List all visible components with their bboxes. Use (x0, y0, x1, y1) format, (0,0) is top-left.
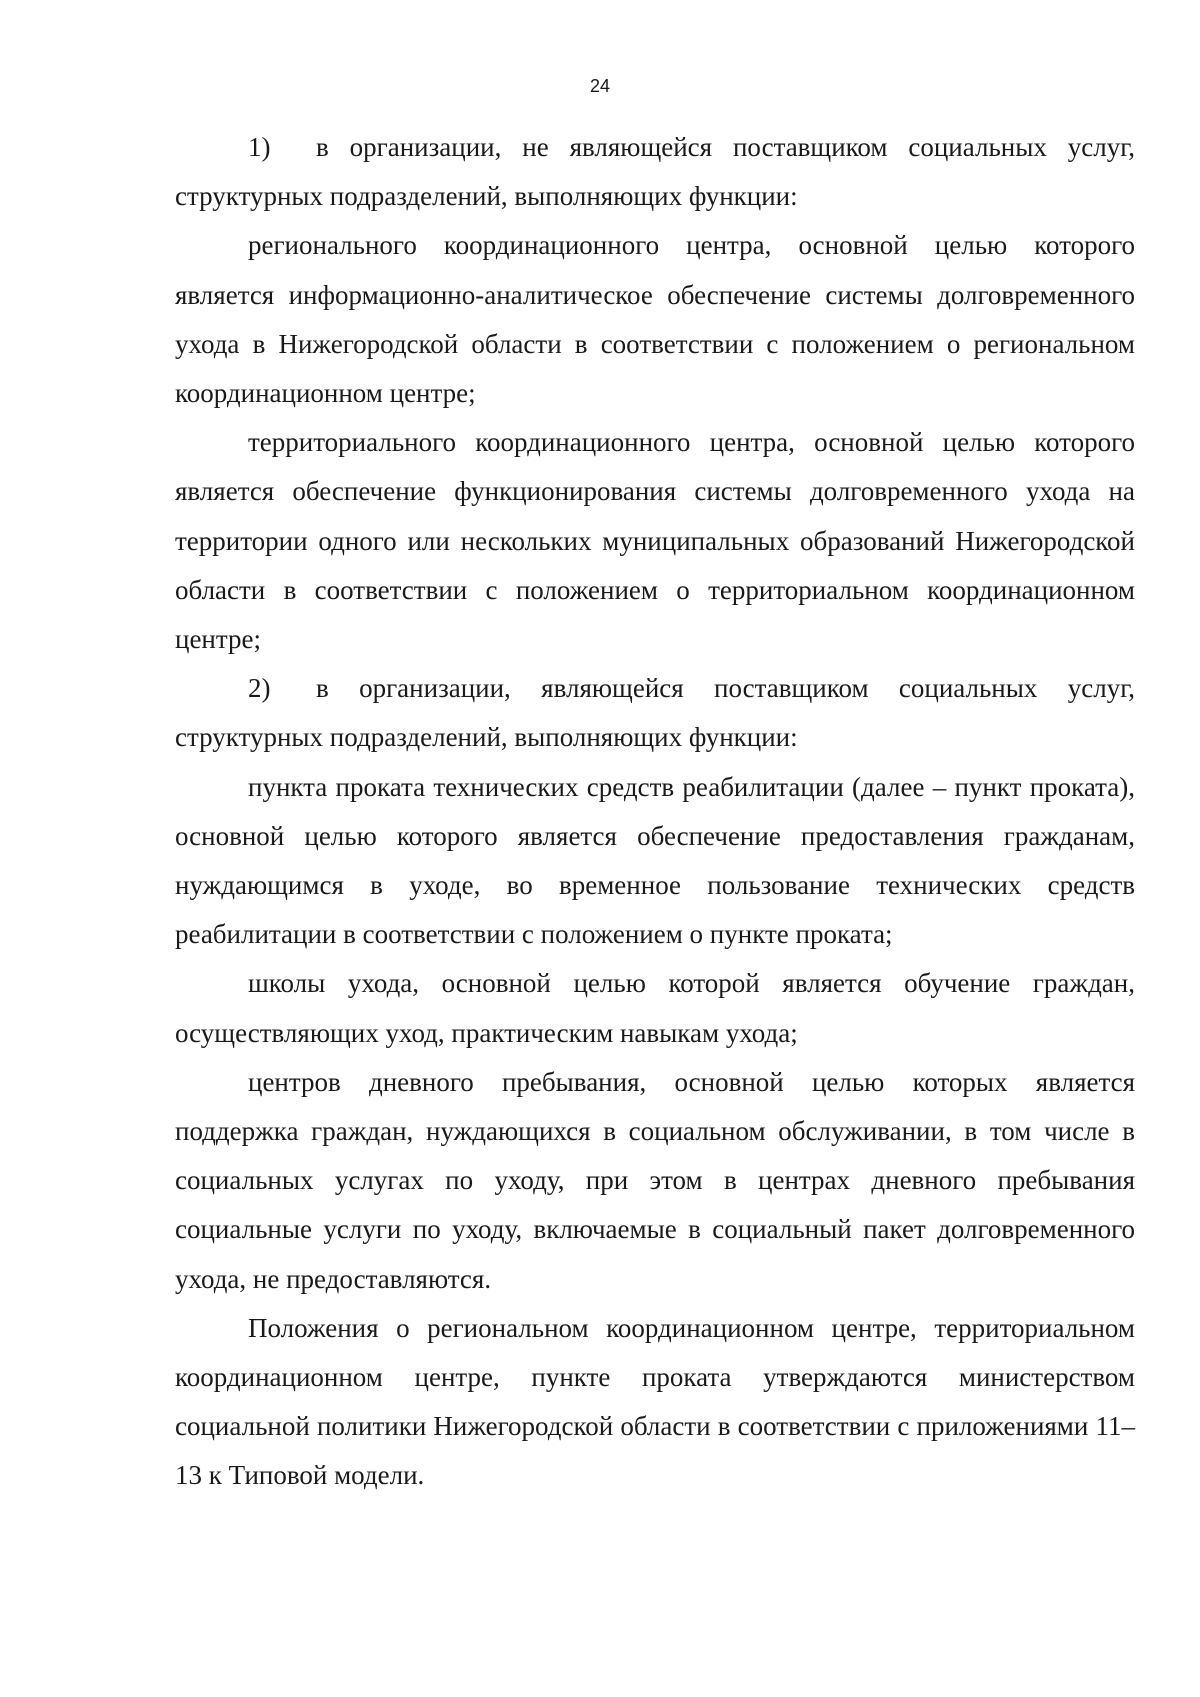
paragraph-text: в организации, являющейся поставщиком социальных услуг, структурных подразделений, выполняющих функции: (175, 673, 1135, 753)
list-number: 2) (248, 673, 271, 704)
paragraph-regulations: Положения о региональном координационном центре, территориальном координационном центре, пункте проката утверждаются министерством социальной политики Нижегородской области в соответствии с приложениями 11–13 к Типовой модели. (175, 1312, 1135, 1491)
paragraph-item-1 (175, 123, 1135, 221)
document-body (175, 123, 1135, 1501)
paragraph-care-school: школы ухода, основной целью которой является обучение граждан, осуществляющих уход, практическим навыкам ухода; (175, 968, 1135, 1048)
list-number: 1) (248, 132, 271, 162)
paragraph-territorial-center: территориального координационного центра, основной целью которого является обеспечение функционирования системы долговременного ухода на территории одного или нескольких муниципальных образований Нижегородской области в соответствии с положением о территориальном координационном центре; (175, 427, 1135, 655)
page-number: 24 (589, 76, 611, 96)
paragraph-text: в организации, не являющейся поставщиком социальных услуг, структурных подразделений, выполняющих функции: (175, 132, 1135, 212)
paragraph-item-2 (175, 664, 1135, 762)
paragraph-rental-point: пункта проката технических средств реабилитации (далее – пункт проката), основной целью которого является обеспечение предоставления гражданам, нуждающимся в уходе, во временное пользование технических средств реабилитации в соответствии с положением о пункте проката; (175, 771, 1135, 950)
paragraph-regional-center: регионального координационного центра, основной целью которого является информационно-аналитическое обеспечение системы долговременного ухода в Нижегородской области в соответствии с положением о региональном координационном центре; (175, 230, 1135, 409)
paragraph-day-centers: центров дневного пребывания, основной целью которых является поддержка граждан, нуждающихся в социальном обслуживании, в том числе в социальных услугах по уходу, при этом в центрах дневного пребывания социальные услуги по уходу, включаемые в социальный пакет долговременного ухода, не предоставляются. (175, 1066, 1135, 1294)
